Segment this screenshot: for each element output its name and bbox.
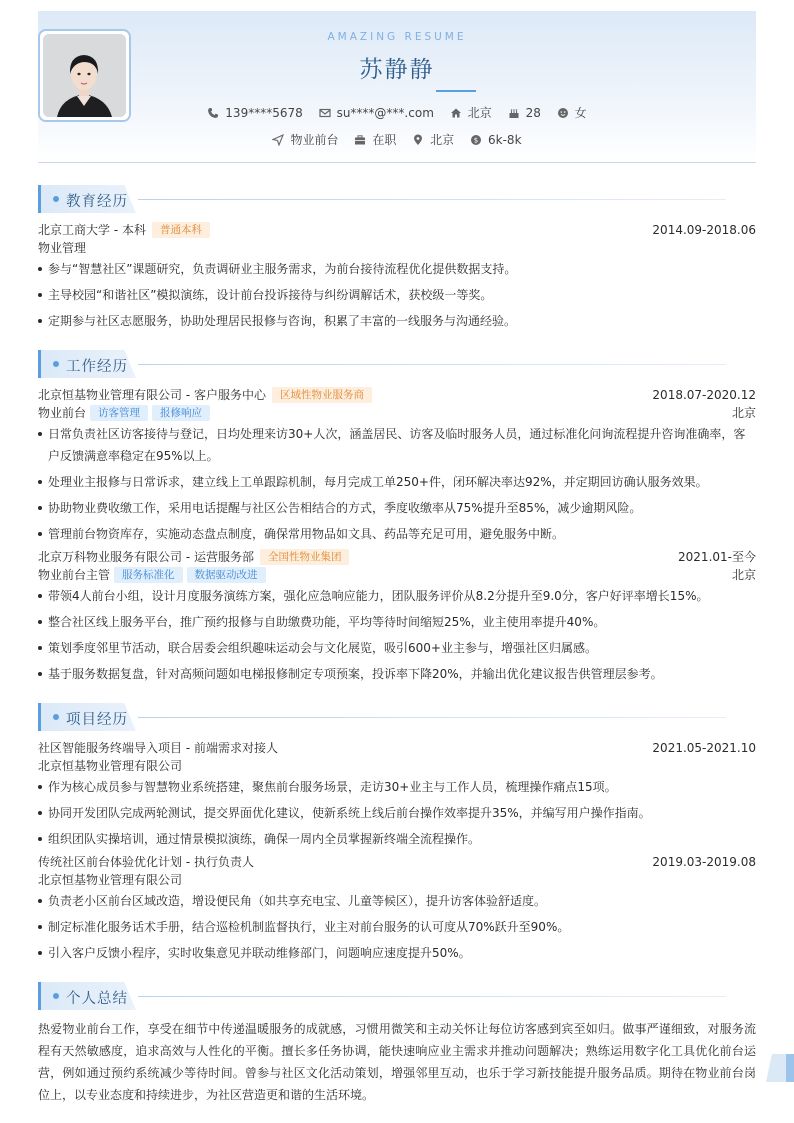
project-sub <box>38 871 756 889</box>
project-bullet: 制定标准化服务话术手册，结合巡检机制监督执行，业主对前台服务的认可度从70%跃升至90%。 <box>38 916 756 938</box>
project-period: 2019.03-2019.08 <box>652 855 756 869</box>
section-dot <box>53 714 59 720</box>
target-city-text: 北京 <box>430 133 455 147</box>
project-bullet: 协同开发团队完成两轮测试，提交界面优化建议，使新系统上线后前台操作效率提升35%，并编写用户操作指南。 <box>38 802 756 824</box>
phone-text: 139****5678 <box>225 105 303 120</box>
gender-item <box>557 104 587 121</box>
project-bullet: 引入客户反馈小程序，实时收集意见并联动维修部门，问题响应速度提升50%。 <box>38 942 756 964</box>
education-sub <box>38 239 756 257</box>
project-bullet: 作为核心成员参与智慧物业系统搭建，聚焦前台服务场景，走访30+业主与工作人员，梳理操作痛点15项。 <box>38 776 756 798</box>
brand-label: AMAZING RESUME <box>327 31 467 43</box>
email-text: su****@***.com <box>336 105 434 120</box>
work-period: 2018.07-2020.12 <box>652 388 756 402</box>
email-item <box>319 106 434 120</box>
phone-item <box>207 106 302 120</box>
work-bullet: 日常负责社区访客接待与登记，日均处理来访30+人次，涵盖居民、访客及临时服务人员，通过标准化问询流程提升咨询准确率，客户反馈满意率稳定在95%以上。 <box>38 423 756 467</box>
work-bullet: 带领4人前台小组，设计月度服务演练方案，强化应急响应能力，团队服务评价从8.2分提升至9.0分，客户好评率增长15%。 <box>38 585 756 607</box>
work-city: 北京 <box>731 568 756 582</box>
salary-item <box>470 133 522 147</box>
home-icon <box>450 107 462 119</box>
company-tag: 全国性物业集团 <box>260 549 350 565</box>
resume-header <box>38 11 756 163</box>
section-summary <box>38 982 756 1010</box>
education-head <box>38 221 756 239</box>
work-bullet: 基于服务数据复盘，针对高频问题如电梯报修制定专项预案，投诉率下降20%，并输出优化建议报告供管理层参考。 <box>38 663 756 685</box>
section-label: 工作经历 <box>66 359 128 375</box>
section-divider <box>138 364 726 365</box>
education-bullet: 主导校园“和谐社区”模拟演练，设计前台投诉接待与纠纷调解话术，获校级一等奖。 <box>38 284 756 306</box>
project-period: 2021.05-2021.10 <box>652 741 756 755</box>
section-label: 个人总结 <box>66 991 128 1007</box>
svg-text:$: $ <box>473 136 479 145</box>
location-pin-icon <box>412 134 424 146</box>
section-divider <box>138 717 726 718</box>
project-sub <box>38 757 756 775</box>
age-item <box>508 106 541 120</box>
section-work <box>38 350 756 378</box>
section-label: 教育经历 <box>66 194 128 210</box>
age-text: 28 <box>525 105 541 120</box>
contact-row <box>38 104 756 122</box>
city-text: 北京 <box>467 106 492 120</box>
status-text: 在职 <box>372 133 397 147</box>
target-city-item <box>412 131 454 148</box>
skill-tag: 服务标准化 <box>114 567 183 583</box>
section-divider <box>138 996 726 997</box>
project-bullet: 负责老小区前台区域改造，增设便民角（如共享充电宝、儿童等候区），提升访客体验舒适度。 <box>38 890 756 912</box>
corner-decoration <box>766 1054 794 1082</box>
job-role: 物业前台 <box>38 406 87 420</box>
section-dot <box>53 361 59 367</box>
work-bullet: 管理前台物资库存，实施动态盘点制度，确保常用物品如文具、药品等充足可用，避免服务中断。 <box>38 523 756 545</box>
project-name: 传统社区前台体验优化计划 - 执行负责人 <box>38 855 254 869</box>
phone-icon <box>207 107 219 119</box>
company-tag: 区域性物业服务商 <box>272 387 372 403</box>
project-name: 社区智能服务终端导入项目 - 前端需求对接人 <box>38 741 278 755</box>
city-item <box>450 104 492 121</box>
work-city: 北京 <box>731 406 756 420</box>
summary-text: 热爱物业前台工作，享受在细节中传递温暖服务的成就感，习惯用微笑和主动关怀让每位访客感到宾至如归。做事严谨细致，对服务流程有天然敏感度，追求高效与人性化的平衡。擅长多任务协调，能快速响应业主需求并推动问题解决；熟练运用数字化工具优化前台运营，例如通过预约系统减少等待时间。曾参与社区文化活动策划，增强邻里互动，也乐于学习新技能提升服务品质。期待在物业前台岗位上，以专业态度和持续进步，为社区营造更和谐的生活环境。 <box>38 1022 756 1102</box>
salary-text: 6k-8k <box>488 132 522 147</box>
briefcase-icon <box>354 134 366 146</box>
money-icon <box>470 134 482 146</box>
section-dot <box>53 196 59 202</box>
mail-icon <box>319 107 331 119</box>
section-projects <box>38 703 756 731</box>
education-bullet: 定期参与社区志愿服务，协助处理居民报修与咨询，积累了丰富的一线服务与沟通经验。 <box>38 310 756 332</box>
work-head <box>38 548 756 566</box>
project-company: 北京恒基物业管理有限公司 <box>38 759 183 773</box>
target-job-item <box>272 131 338 148</box>
work-sub <box>38 566 756 584</box>
education-bullet: 参与“智慧社区”课题研究，负责调研业主服务需求，为前台接待流程优化提供数据支持。 <box>38 258 756 280</box>
company-name: 北京恒基物业管理有限公司 - 客户服务中心 <box>38 388 266 402</box>
section-dot <box>53 993 59 999</box>
send-icon <box>272 134 284 146</box>
work-head <box>38 386 756 404</box>
section-education <box>38 185 756 213</box>
target-job-text: 物业前台 <box>290 133 339 147</box>
skill-tag: 访客管理 <box>90 405 148 421</box>
work-sub <box>38 404 756 422</box>
intent-row <box>38 131 756 149</box>
school-tag: 普通本科 <box>152 222 210 238</box>
company-name: 北京万科物业服务有限公司 - 运营服务部 <box>38 550 254 564</box>
school-name: 北京工商大学 - 本科 <box>38 223 146 237</box>
work-period: 2021.01-至今 <box>678 550 756 564</box>
job-role: 物业前台主管 <box>38 568 111 582</box>
work-bullet: 策划季度邻里节活动，联合居委会组织趣味运动会与文化展览，吸引600+业主参与，增强社区归属感。 <box>38 637 756 659</box>
education-period: 2014.09-2018.06 <box>652 223 756 237</box>
gender-text: 女 <box>574 106 587 120</box>
project-bullet: 组织团队实操培训，通过情景模拟演练，确保一周内全员掌握新终端全流程操作。 <box>38 828 756 850</box>
skill-tag: 报修响应 <box>152 405 210 421</box>
skill-tag: 数据驱动改进 <box>187 567 266 583</box>
section-label: 项目经历 <box>66 712 128 728</box>
project-head <box>38 739 756 757</box>
cake-icon <box>508 107 520 119</box>
status-item <box>354 131 396 148</box>
education-major: 物业管理 <box>38 241 87 255</box>
project-head <box>38 853 756 871</box>
work-bullet: 整合社区线上服务平台，推广预约报修与自助缴费功能，平均等待时间缩短25%，业主使用率提升40%。 <box>38 611 756 633</box>
project-company: 北京恒基物业管理有限公司 <box>38 873 183 887</box>
work-bullet: 处理业主报修与日常诉求，建立线上工单跟踪机制，每月完成工单250+件，闭环解决率达92%，并定期回访确认服务效果。 <box>38 471 756 493</box>
candidate-name: 苏静静 <box>359 57 435 83</box>
work-bullet: 协助物业费收缴工作，采用电话提醒与社区公告相结合的方式，季度收缴率从75%提升至85%，减少逾期风险。 <box>38 497 756 519</box>
person-icon <box>557 107 569 119</box>
name-underline <box>436 90 476 92</box>
section-divider <box>138 199 726 200</box>
